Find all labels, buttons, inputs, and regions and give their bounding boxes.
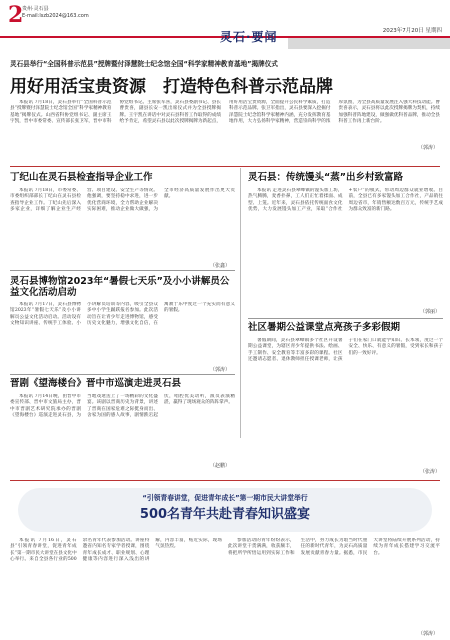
divider-4 [248,318,443,319]
feature-body-right-text: 参加活动的青年纷纷表示，此次讲堂干货满满，收获颇丰，将把所学所悟运用到实际工作和生活中，努力成长为堪当时代重任的新时代青年，为灵石高质量发展贡献青春力量。据悉，市民大讲堂将陆续开展系列活动，持续为青年成长搭建学习交流平台。 [228,538,440,556]
column-name: 灵石·要闻 [220,30,278,44]
story-museum-title: 灵石县博物馆2023年“暑假七天乐”及小小讲解员公益文化活动启动 [10,276,230,298]
lead-byline: （郭涛） [418,145,439,151]
lead-body-text: 本报讯 7月18日，灵石县举行“全国科普示范县”授牌暨付泽慧院士纪念馆全国“科学家精神教育基地”揭牌仪式。山西省科协党组书记、副主席王宇凯，晋中市委常委、宣传部长张卫军，晋中市科协党组书记、主席张军喜，灵石县委副书记、县长曹贵喜，副县长安一凯出席仪式并为全县授牌揭牌。王宇凯在讲话中对灵石县科普工作取得的成绩给予肯定，希望灵石县以此次授牌揭牌为新起点，用好用活宝贵资源，全面提升公民科学素质，打造科普示范品牌。张卫军指出，灵石县要深入挖掘付泽慧院士纪念馆科学家精神内涵，充分发挥教育基地作用，大力弘扬科学家精神，营造崇尚科学的浓厚氛围，为全县高质量发展注入强大科技动能。曹贵喜表示，灵石县将以此次授牌揭牌为契机，持续加强科普阵地建设，做强做优科普品牌，推动全县科普工作再上新台阶。 [10,100,440,125]
feature-byline: （郭涛） [418,631,439,637]
story-community-byline: （张涛） [420,469,441,475]
feature-title-line1: “引领青春讲堂，促进青年成长”第一期市民大讲堂举行 [142,494,308,502]
story-check-byline: （张鑫） [210,263,231,269]
story-museum-byline: （郭涛） [210,367,231,373]
feature-body-right [228,538,440,630]
divider-5 [10,480,440,481]
story-community-title: 社区暑期公益课堂点亮孩子多彩假期 [248,322,401,333]
story-check-title: 丁纪山在灵石县检查指导企业工作 [10,172,153,183]
divider-3 [10,374,235,375]
paper-info [22,6,89,20]
feature-body-left-text: 本报讯 7月16日，灵石县“引领青春讲堂，促进青年成长”第一期市民大讲堂在县文化中心举行。来自全县各行业的500余名青年代表参加活动。讲座特邀省内知名专家学者授课，围绕青年成长成才、职业规划、心理健康等内容进行深入浅出的讲解，内容丰富，贴近实际，现场气氛热烈。 [10,538,222,563]
story-museum-text: 本报讯 7月17日，灵石县博物馆2023年“暑假七天乐”及小小讲解员公益文化活动启动。活动设有文物知识讲座、传统手工体验、小小讲解员培训等内容，吸引全县众多中小学生踊跃报名参加。此次活动旨在让青少年走进博物馆，感受历史文化魅力，增强文化自信，在寓教于乐中度过一个充实而有意义的暑假。 [10,302,235,327]
feature-title-line2: 500名青年共赴青春知识盛宴 [139,507,311,522]
header-band [288,38,450,49]
story-jin-text: 本报讯 7月14日晚，由晋中市委宣传部、晋中市文旅局主办，晋中市晋剧艺术研究院承办的晋剧《望海楼台》巡演走进灵石县，为当地戏迷送上了一场精彩的文化盛宴。该剧以晋商历史为背景，讲述了晋商在国家危难之际挺身而出、舍家为国的感人故事，剧情跌宕起伏，唱腔优美动听，演员表演精湛，赢得了现场观众的阵阵掌声。 [10,394,235,419]
story-jin-title: 晋剧《望海楼台》晋中市巡演走进灵石县 [10,378,182,389]
paper-line: 贵州·灵石县 [22,6,49,12]
email-line: E-mail:lszb2024@163.com [22,13,89,19]
story-steamed-text: 本报讯 走进灵石县翠峰镇的馒头加工坊，热气腾腾，麦香扑鼻，工人们正忙着揉面、成型、上笼。近年来，灵石县依托传统面食文化优势，大力发展馒头加工产业，采取“合作社+农户”的模式，带动周边群众就业增收。目前，全县已有多家馒头加工合作社，产品销往周边省市，年销售额达数百万元，传统手艺成为群众致富的新门路。 [248,188,443,213]
story-jin-byline: （赵鹏） [210,463,231,469]
lead-body [10,100,440,142]
page-header [0,0,450,52]
issue-date: 2023年7月20日 星期四 [382,28,442,34]
story-community-body [248,338,443,466]
story-check-body [10,188,235,258]
lead-subtitle: 灵石县举行“全国科普示范县”授牌暨付泽慧院士纪念馆全国“科学家精神教育基地”揭牌仪式 [10,60,278,68]
story-check-text: 本报讯 7月18日，市委常委、市委组织部部长丁纪山在灵石县检查指导企业工作。丁纪山先后深入多家企业，详细了解企业生产经营、项目建设、安全生产等情况。他强调，要坚持稳中求进，进一步优化营商环境，全力帮助企业解决实际困难，推动企业做大做强，为全市经济高质量发展作出更大贡献。 [10,188,235,213]
story-community-text: 暑假期间，灵石县翠峰镇多个社区开设暑期公益课堂，为辖区青少年提供书法、绘画、手工制作、安全教育等丰富多彩的课程。社区还邀请志愿者、退休教师担任授课老师，让孩子们在家门口就能学知识、长本领，度过一个安全、快乐、有意义的暑假，受到家长和孩子们的一致好评。 [248,338,443,363]
divider-1 [10,166,440,167]
story-jin-body [10,394,235,460]
divider-2 [10,270,235,271]
story-steamed-title: 灵石县：传统馒头“蒸”出乡村致富路 [248,172,403,183]
lead-headline: 用好用活宝贵资源 打造特色科普示范品牌 [10,77,333,97]
page-number: 2 [8,2,24,28]
story-steamed-byline: （郭丽） [420,309,441,315]
column-divider [240,168,241,438]
feature-body-left [10,538,222,630]
story-steamed-body [248,188,443,306]
story-museum-body [10,302,235,364]
